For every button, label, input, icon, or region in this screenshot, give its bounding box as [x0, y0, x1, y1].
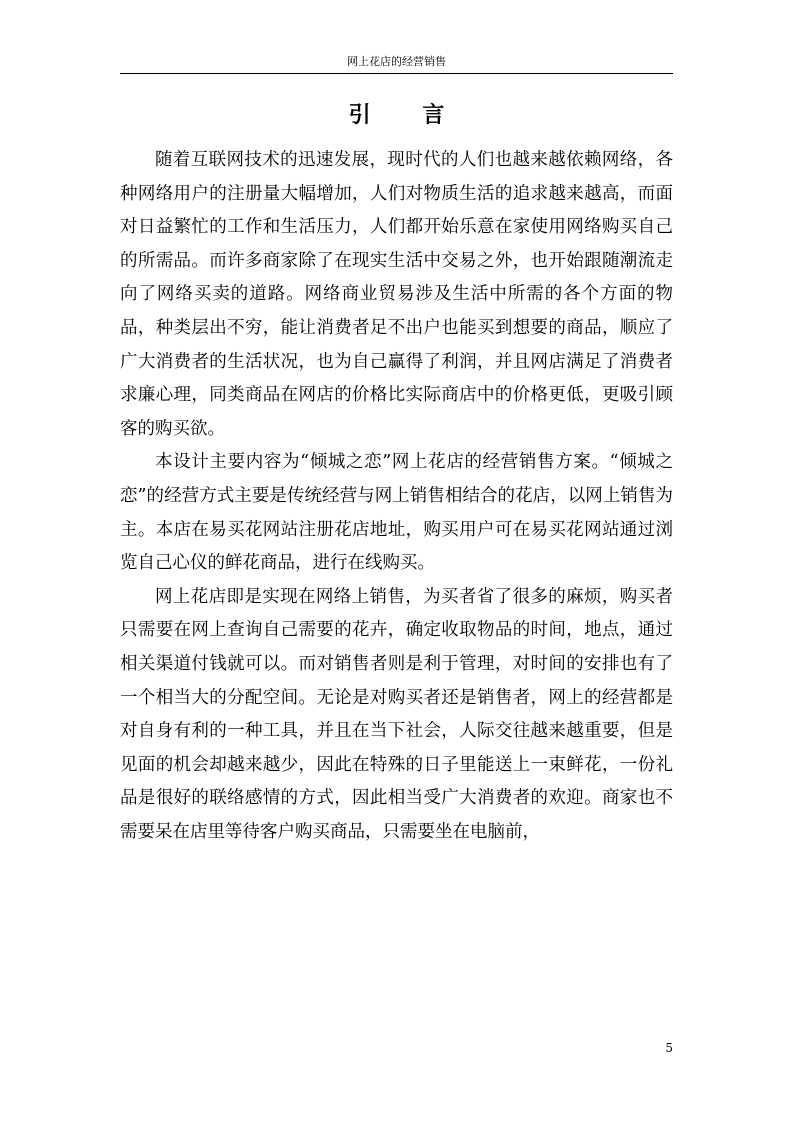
running-header: 网上花店的经营销售	[347, 55, 446, 68]
page-number: 5	[665, 1041, 673, 1055]
paragraph-2: 本设计主要内容为“倾城之恋”网上花店的经营销售方案。“倾城之恋”的经营方式主要是传统经营与网上销售相结合的花店，以网上销售为主。本店在易买花网站注册花店地址，购买用户可在易买花网站通过浏览自己心仪的鲜花商品，进行在线购买。	[120, 452, 673, 574]
paragraph-3: 网上花店即是实现在网络上销售，为买者省了很多的麻烦，购买者只需要在网上查询自己需要的花卉，确定收取物品的时间，地点，通过相关渠道付钱就可以。而对销售者则是利于管理，对时间的安排也有了一个相当大的分配空间。无论是对购买者还是销售者，网上的经营都是对自身有利的一种工具，并且在当下社会，人际交往越来越重要，但是见面的机会却越来越少，因此在特殊的日子里能送上一束鲜花，一份礼品是很好的联络感情的方式，因此相当受广大消费者的欢迎。商家也不需要呆在店里等待客户购买商品，只需要坐在电脑前，	[120, 586, 673, 842]
section-title: 引 言	[348, 103, 467, 128]
body-text	[120, 144, 673, 849]
header-divider	[120, 73, 673, 74]
paragraph-1: 随着互联网技术的迅速发展，现时代的人们也越来越依赖网络，各种网络用户的注册量大幅增加，人们对物质生活的追求越来越高，而面对日益繁忙的工作和生活压力，人们都开始乐意在家使用网络购买自己的所需品。而许多商家除了在现实生活中交易之外，也开始跟随潮流走向了网络买卖的道路。网络商业贸易涉及生活中所需的各个方面的物品，种类层出不穷，能让消费者足不出户也能买到想要的商品，顺应了广大消费者的生活状况，也为自己赢得了利润，并且网店满足了消费者求廉心理，同类商品在网店的价格比实际商店中的价格更低，更吸引顾客的购买欲。	[120, 150, 673, 439]
